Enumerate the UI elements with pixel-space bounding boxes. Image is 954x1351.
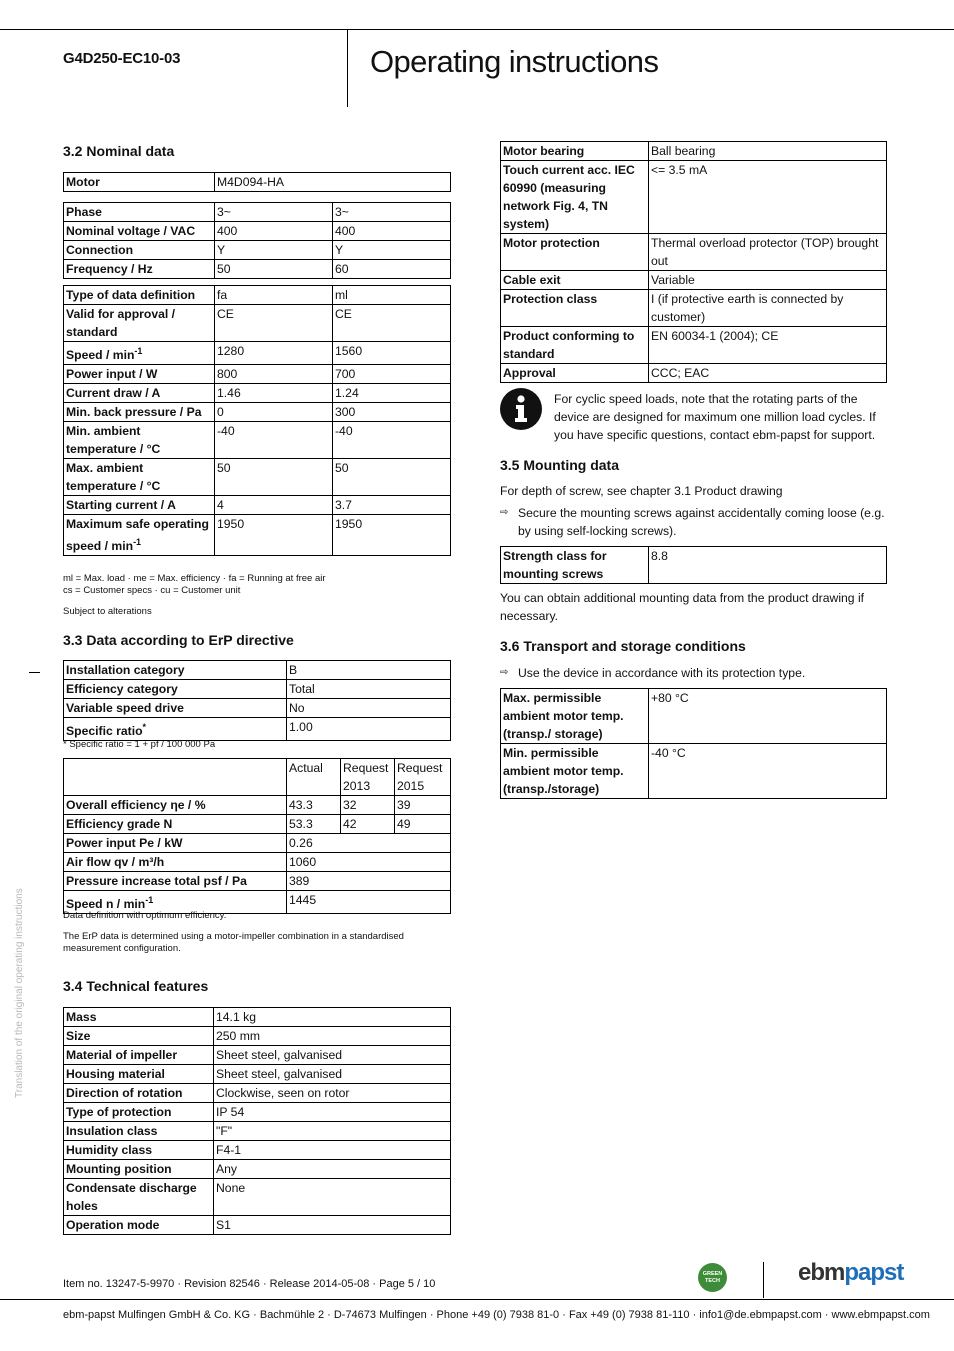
row-label: Touch current acc. IEC 60990 (measuring network Fig. 4, TN system) [501, 161, 649, 234]
performance-table [63, 285, 451, 556]
row-label: Phase [64, 203, 215, 222]
row-label: Pressure increase total psf / Pa [64, 872, 287, 891]
table-row [64, 260, 451, 279]
row-label: Valid for approval / standard [64, 305, 215, 342]
row-label: Connection [64, 241, 215, 260]
page-title: Operating instructions [370, 44, 659, 79]
row-value: 1060 [287, 853, 451, 872]
table-row [64, 515, 451, 556]
legend-line-1: ml = Max. load · me = Max. efficiency · fa = Running at free air [63, 573, 326, 584]
row-value: S1 [214, 1216, 451, 1235]
table-row [501, 364, 887, 383]
transport-table [500, 688, 887, 799]
table-row [64, 305, 451, 342]
value-60hz: 1.24 [333, 384, 451, 403]
table-row [64, 1141, 451, 1160]
table-row [501, 271, 887, 290]
table-row [64, 1160, 451, 1179]
table-row [64, 872, 451, 891]
table-row [64, 853, 451, 872]
row-label: Direction of rotation [64, 1084, 214, 1103]
row-label: Protection class [501, 290, 649, 327]
heading-3-6: 3.6 Transport and storage conditions [500, 638, 746, 654]
row-label: Mounting position [64, 1160, 214, 1179]
table-row [64, 1122, 451, 1141]
table-row [64, 403, 451, 422]
row-value: Any [214, 1160, 451, 1179]
row-value: EN 60034-1 (2004); CE [649, 327, 887, 364]
value-50hz: 50 [215, 260, 333, 279]
table-row [501, 290, 887, 327]
value-60hz: 3.7 [333, 496, 451, 515]
row-label: Maximum safe operating speed / $\min^{-1}$ [64, 515, 215, 556]
value-60hz: 400 [333, 222, 451, 241]
transport-bullet-text: Use the device in accordance with its protection type. [518, 666, 806, 680]
value-60hz: ml [333, 286, 451, 305]
value-60hz: Y [333, 241, 451, 260]
table-row [64, 1065, 451, 1084]
value-50hz: CE [215, 305, 333, 342]
arrow-right-icon: ⇨ [500, 507, 509, 518]
row-label: Humidity class [64, 1141, 214, 1160]
value-50hz: fa [215, 286, 333, 305]
greentech-logo: GREEN TECH [698, 1263, 727, 1292]
row-label: Efficiency category [64, 680, 287, 699]
row-value: -40 °C [649, 744, 887, 799]
value-60hz: 60 [333, 260, 451, 279]
row-value: Variable [649, 271, 887, 290]
row-label: Min. back pressure / Pa [64, 403, 215, 422]
row-label: Variable speed drive [64, 699, 287, 718]
row-label: Motor bearing [501, 142, 649, 161]
heading-3-2: 3.2 Nominal data [63, 143, 175, 159]
transport-bullet [500, 664, 888, 682]
info-icon [500, 388, 542, 430]
row-label: Efficiency grade N [64, 815, 287, 834]
mounting-table [500, 546, 887, 584]
value-60hz: 300 [333, 403, 451, 422]
erp-table [63, 758, 451, 914]
legend-line-2: cs = Customer specs · cu = Customer unit [63, 585, 241, 596]
table-row [64, 1179, 451, 1216]
erp-note-1: Data definition with optimum efficiency. [63, 910, 227, 921]
row-value: Sheet steel, galvanised [214, 1046, 451, 1065]
row-label: Air flow qv / m³/h [64, 853, 287, 872]
table-row [64, 759, 451, 796]
row-label: Max. permissible ambient motor temp. (transp./ storage) [501, 689, 649, 744]
table-row [64, 1084, 451, 1103]
info-text: For cyclic speed loads, note that the rotating parts of the device are designed for maximum one million load cycles. If you have specific questions, contact ebm-papst for support. [554, 392, 876, 442]
row-value: 389 [287, 872, 451, 891]
col-actual: Actual [287, 759, 341, 796]
table-row [501, 547, 887, 584]
table-row [64, 680, 451, 699]
erp-category-table [63, 660, 451, 741]
row-label: Specific ratio* [64, 718, 287, 741]
row-value: 1.00 [287, 718, 451, 741]
specific-ratio-footnote: * Specific ratio = 1 + pf / 100 000 Pa [63, 739, 216, 750]
technical-features-table-continued [500, 141, 887, 383]
product-id: G4D250-EC10-03 [63, 50, 181, 67]
table-row [64, 718, 451, 741]
electrical-table [63, 202, 451, 279]
row-value: 250 mm [214, 1027, 451, 1046]
table-row [501, 234, 887, 271]
row-label: Motor protection [501, 234, 649, 271]
row-label: Min. permissible ambient motor temp. (transp./storage) [501, 744, 649, 799]
row-label: Current draw / A [64, 384, 215, 403]
value-50hz: 4 [215, 496, 333, 515]
heading-3-3: 3.3 Data according to ErP directive [63, 632, 294, 648]
row-value: IP 54 [214, 1103, 451, 1122]
table-row [64, 1046, 451, 1065]
table-row [64, 286, 451, 305]
table-row [64, 241, 451, 260]
row-label: Power input Pe / kW [64, 834, 287, 853]
ebmpapst-logo: ebmpapst [798, 1259, 904, 1286]
motor-table [63, 172, 451, 192]
row-label: Starting current / A [64, 496, 215, 515]
value-50hz: 1950 [215, 515, 333, 556]
value-50hz: 1.46 [215, 384, 333, 403]
row-label: Speed / $\min^{-1}$ [64, 342, 215, 365]
row-label: Installation category [64, 661, 287, 680]
row-value: B [287, 661, 451, 680]
value-request-2015: 49 [395, 815, 451, 834]
value-60hz: 1950 [333, 515, 451, 556]
erp-note-2: The ErP data is determined using a motor-impeller combination in a standardised measurement configuration. [63, 931, 404, 954]
table-row [64, 815, 451, 834]
row-value: 14.1 kg [214, 1008, 451, 1027]
row-label: Housing material [64, 1065, 214, 1084]
value-50hz: Y [215, 241, 333, 260]
mounting-after: You can obtain additional mounting data from the product drawing if necessary. [500, 591, 865, 623]
row-value: No [287, 699, 451, 718]
row-label: Speed n / $\min^{-1}$ [64, 891, 287, 914]
value-actual: 53.3 [287, 815, 341, 834]
row-label: Max. ambient temperature / °C [64, 459, 215, 496]
row-label: Nominal voltage / VAC [64, 222, 215, 241]
table-row [501, 689, 887, 744]
row-value: M4D094-HA [215, 173, 451, 192]
row-label: Type of protection [64, 1103, 214, 1122]
row-label: Cable exit [501, 271, 649, 290]
row-label: Power input / W [64, 365, 215, 384]
table-row [64, 834, 451, 853]
heading-3-4: 3.4 Technical features [63, 978, 209, 994]
value-60hz: 3~ [333, 203, 451, 222]
table-row [64, 796, 451, 815]
row-label: Motor [64, 173, 215, 192]
row-label: Approval [501, 364, 649, 383]
mounting-intro: For depth of screw, see chapter 3.1 Product drawing [500, 484, 783, 498]
table-row [64, 661, 451, 680]
table-row [64, 699, 451, 718]
subject-note: Subject to alterations [63, 606, 152, 617]
value-request-2013: 32 [341, 796, 395, 815]
value-request-2013: 42 [341, 815, 395, 834]
value-50hz: 400 [215, 222, 333, 241]
table-row [501, 744, 887, 799]
mounting-bullet-text: Secure the mounting screws against accidentally coming loose (e.g. by using self-locking screws). [518, 506, 885, 538]
side-note: Translation of the original operating instructions [14, 888, 25, 1098]
value-60hz: 700 [333, 365, 451, 384]
value-50hz: 50 [215, 459, 333, 496]
row-value: I (if protective earth is connected by customer) [649, 290, 887, 327]
mounting-bullet [500, 504, 888, 540]
value-60hz: 50 [333, 459, 451, 496]
value-60hz: -40 [333, 422, 451, 459]
arrow-right-icon: ⇨ [500, 667, 509, 678]
row-value: "F" [214, 1122, 451, 1141]
row-value: 1445 [287, 891, 451, 914]
table-row [64, 1216, 451, 1235]
row-value: <= 3.5 mA [649, 161, 887, 234]
value-actual: 43.3 [287, 796, 341, 815]
row-label: Material of impeller [64, 1046, 214, 1065]
value-50hz: -40 [215, 422, 333, 459]
row-value: +80 °C [649, 689, 887, 744]
table-row [64, 459, 451, 496]
table-row [64, 222, 451, 241]
row-value: F4-1 [214, 1141, 451, 1160]
table-row [64, 1103, 451, 1122]
row-label: Operation mode [64, 1216, 214, 1235]
row-value: Clockwise, seen on rotor [214, 1084, 451, 1103]
row-label: Size [64, 1027, 214, 1046]
col-request-2013: Request 2013 [341, 759, 395, 796]
table-row [501, 161, 887, 234]
heading-3-5: 3.5 Mounting data [500, 457, 619, 473]
row-value: CCC; EAC [649, 364, 887, 383]
table-row [64, 173, 451, 192]
table-row [64, 1027, 451, 1046]
row-value: Total [287, 680, 451, 699]
item-line: Item no. 13247-5-9970 · Revision 82546 · Release 2014-05-08 · Page 5 / 10 [63, 1278, 436, 1290]
value-50hz: 800 [215, 365, 333, 384]
table-row [64, 342, 451, 365]
row-value: None [214, 1179, 451, 1216]
row-label: Insulation class [64, 1122, 214, 1141]
row-label: Min. ambient temperature / °C [64, 422, 215, 459]
row-label: Overall efficiency ηe / % [64, 796, 287, 815]
row-label: Product conforming to standard [501, 327, 649, 364]
value-50hz: 1280 [215, 342, 333, 365]
row-value: Thermal overload protector (TOP) brought out [649, 234, 887, 271]
value-request-2015: 39 [395, 796, 451, 815]
value-60hz: 1560 [333, 342, 451, 365]
col-request-2015: Request 2015 [395, 759, 451, 796]
row-label: Condensate discharge holes [64, 1179, 214, 1216]
company-line: ebm-papst Mulfingen GmbH & Co. KG · Bachmühle 2 · D-74673 Mulfingen · Phone +49 (0) 7938 81-0 · Fax +49 (0) 7938 81-110 · info1@de.ebmpapst.com · www.ebmpapst.com [63, 1309, 930, 1321]
row-label: Mass [64, 1008, 214, 1027]
row-value: 0.26 [287, 834, 451, 853]
row-value: Ball bearing [649, 142, 887, 161]
row-label: Type of data definition [64, 286, 215, 305]
table-row [64, 203, 451, 222]
row-value: 8.8 [649, 547, 887, 584]
table-row [501, 142, 887, 161]
table-row [64, 384, 451, 403]
value-50hz: 3~ [215, 203, 333, 222]
technical-features-table [63, 1007, 451, 1235]
row-value: Sheet steel, galvanised [214, 1065, 451, 1084]
table-row [501, 327, 887, 364]
row-label: Strength class for mounting screws [501, 547, 649, 584]
table-row [64, 422, 451, 459]
table-row [64, 365, 451, 384]
value-50hz: 0 [215, 403, 333, 422]
row-label: Frequency / Hz [64, 260, 215, 279]
value-60hz: CE [333, 305, 451, 342]
table-row [64, 496, 451, 515]
table-row [64, 1008, 451, 1027]
